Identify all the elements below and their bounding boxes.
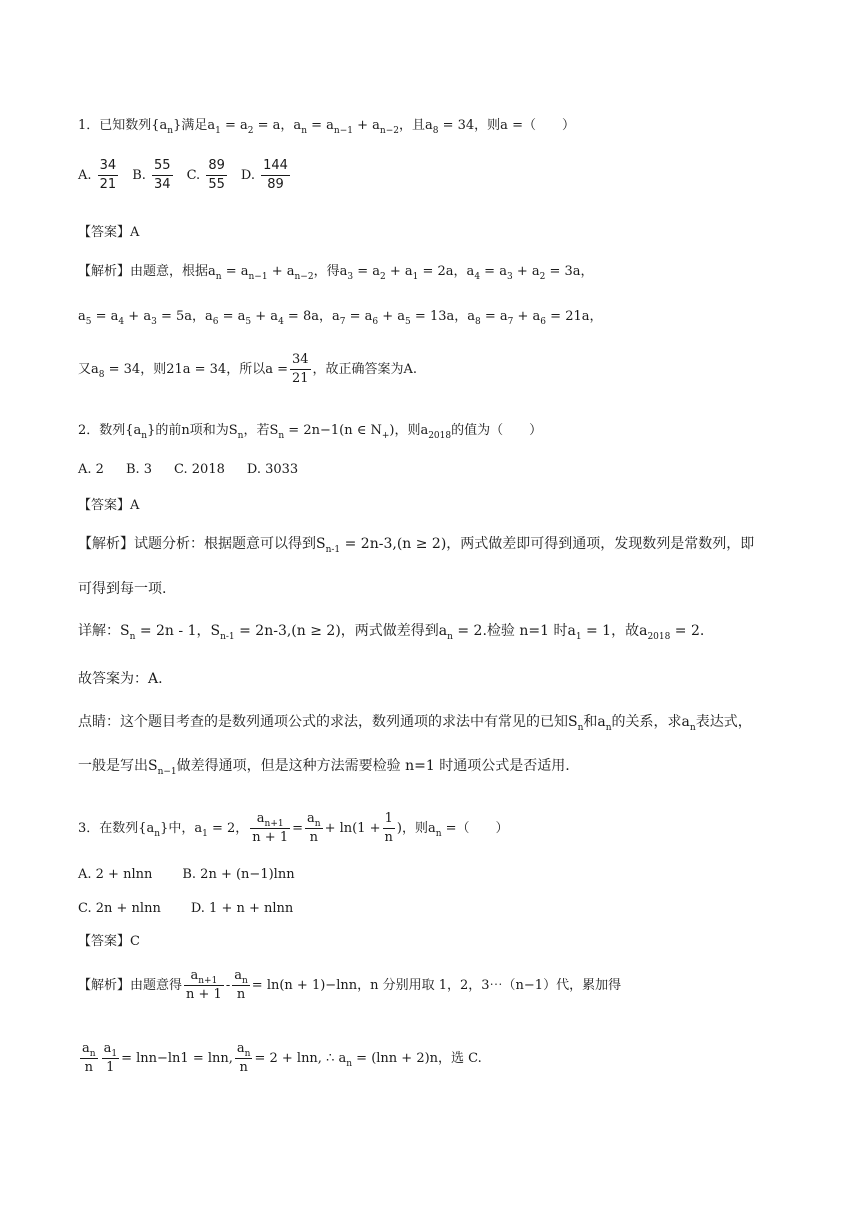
q2-options [78, 461, 320, 479]
q1-analysis-line1 [78, 263, 594, 281]
q3-analysis-post: = ln(n + 1)−lnn，n 分别用取 1，2，3⋯（n−1）代，累加得 [251, 978, 622, 993]
q1-option-label: C. [186, 168, 205, 183]
q3-final-frac3-den: n [239, 1060, 248, 1075]
q1-option-den: 21 [99, 177, 117, 192]
q1-option-label: B. [132, 168, 151, 183]
q3-final-frac1-num: $a_n$ [82, 1041, 96, 1059]
q3-stem-frac1 [250, 811, 290, 846]
q1-analysis-line3-pre: 又$a_8 = 34$，则21a = 34，所以a = [78, 362, 288, 380]
q2-stem [78, 422, 542, 440]
q1-option-num: 89 [206, 158, 227, 176]
q3-analysis-frac2-num: $a_n$ [234, 968, 248, 986]
q2-detail-text: 详解：$S_n = 2n - 1$，$S_{n-1} = 2n-3,(n \ge 2)$，两式做差得到$a_n = 2$.检验 n=1 时$a_1 = 1$，故$a_{2018} = 2$. [78, 623, 705, 642]
q1-option-num: 55 [152, 158, 173, 176]
q3-stem-frac3-num: 1 [383, 811, 395, 829]
q1-options [78, 158, 304, 193]
q3-final-frac3 [235, 1041, 253, 1076]
q1-option-den: 55 [208, 177, 225, 192]
q2-comment-line1 [78, 713, 752, 731]
q1-option-fraction [98, 158, 119, 193]
q3-options-row2 [78, 900, 305, 918]
q3-final-frac2-num: $a_1$ [103, 1041, 118, 1059]
q3-final-mid: = lnn−ln1 = lnn, [121, 1051, 233, 1066]
q3-analysis-minus: - [225, 978, 231, 993]
q3-stem-frac3 [383, 811, 395, 846]
q3-answer: 【答案】C [78, 934, 140, 949]
q2-comment-line2-text: 一般是写出$S_{n-1}$做差得通项，但是这种方法需要检验 n=1 时通项公式是否适用. [78, 758, 570, 777]
q1-option-den: 34 [154, 177, 171, 192]
q3-stem-frac1-den: n + 1 [252, 830, 289, 845]
q3-analysis-frac1-num: $a_{n+1}$ [184, 968, 224, 986]
q1-option-c [187, 158, 229, 193]
q1-analysis-line3-post: ，故正确答案为A. [312, 362, 418, 377]
q1-option-fraction [261, 158, 290, 193]
q2-detail [78, 622, 704, 640]
q2-answer: 【答案】A [78, 498, 140, 513]
q2-stem-text: 2．数列$\{a_n\}$的前n项和为$S_n$，若$S_n = 2n-1(n$ ∈ $N_+$)，则$a_{2018}$的值为（ ） [78, 423, 543, 441]
q3-stem-eq: = [292, 821, 304, 836]
q3-final-frac1-den: n [84, 1060, 93, 1075]
q2-analysis-line1 [78, 535, 754, 553]
q3-analysis [78, 968, 621, 1003]
q3-option-b: B. 2n + (n−1)lnn [182, 867, 295, 882]
q3-option-c: C. 2n + nlnn [78, 901, 161, 916]
q3-final [78, 1041, 482, 1076]
q3-options-row1 [78, 866, 307, 884]
q3-analysis-frac1 [184, 968, 224, 1003]
q3-analysis-pre: 【解析】由题意得 [78, 978, 183, 993]
q2-comment-line2 [78, 757, 570, 775]
q2-analysis-line2: 可得到每一项. [78, 581, 167, 597]
q3-final-frac2-den: 1 [106, 1060, 115, 1075]
q2-analysis-line1-text: 【解析】试题分析：根据题意可以得到$S_{n-1} = 2n-3,(n \ge 2)$，两式做差即可得到通项，发现数列是常数列，即 [78, 536, 755, 555]
q1-option-fraction [152, 158, 173, 193]
q1-option-label: A. [78, 168, 96, 183]
q1-analysis-line2 [78, 308, 602, 326]
q1-fraction-num: 34 [290, 352, 311, 370]
q1-option-den: 89 [267, 177, 284, 192]
q1-stem [78, 117, 575, 135]
q1-analysis-line2-text: $a_5 = a_4 + a_3 = 5a$，$a_6 = a_5 + a_4 = 8a$，$a_7 = a_6 + a_5 = 13a$，$a_8 = a_7 + a_6 = 21a$， [78, 309, 603, 327]
q3-stem-frac3-den: n [384, 830, 393, 845]
q2-conclusion: 故答案为：A. [78, 671, 163, 687]
q2-option-list [78, 462, 320, 477]
q1-analysis-line3 [78, 352, 417, 387]
q3-option-d: D. 1 + n + nlnn [190, 901, 294, 916]
q3-final-frac1 [80, 1041, 98, 1076]
q3-option-a: A. 2 + nlnn [78, 867, 153, 882]
q3-stem-frac2-num: $a_n$ [307, 811, 321, 829]
q2-option-a: A. 2 [78, 462, 104, 477]
q1-stem-text: 1．已知数列$\{a_n\}$满足$a_1 = a_2 = a$，$a_n = a_{n-1} + a_{n-2}$，且$a_8 = 34$，则a =（ ） [78, 118, 575, 136]
q3-stem [78, 811, 509, 846]
q1-option-label: D. [240, 168, 260, 183]
q3-final-frac3-num: $a_n$ [236, 1041, 251, 1059]
q1-option-a [78, 158, 120, 193]
q1-option-num: 144 [261, 158, 290, 176]
q2-option-b: B. 3 [125, 462, 153, 477]
q1-option-list [78, 158, 304, 192]
q2-option-d: D. 3033 [246, 462, 299, 477]
q1-fraction-den: 21 [291, 371, 309, 386]
q3-analysis-frac1-den: n + 1 [186, 987, 222, 1002]
q1-option-num: 34 [98, 158, 119, 176]
q1-option-fraction [206, 158, 227, 193]
q1-option-b [132, 158, 174, 193]
q2-comment-line1-text: 点睛：这个题目考查的是数列通项公式的求法，数列通项的求法中有常见的已知$S_n$和$a_n$的关系，求$a_n$表达式， [78, 714, 752, 733]
q3-stem-frac2-den: n [309, 830, 318, 845]
q3-final-post: = 2 + lnn, ∴ $a_n = (\ln n + 2)n$，选 C. [254, 1051, 482, 1069]
q1-answer: 【答案】A [78, 225, 140, 240]
q3-final-frac2 [102, 1041, 120, 1076]
q3-stem-frac1-num: $a_{n+1}$ [250, 811, 290, 829]
q3-stem-frac2 [305, 811, 323, 846]
q3-analysis-frac2 [232, 968, 250, 1003]
q1-option-d [241, 158, 292, 193]
q3-stem-plus: + ln(1 + [324, 821, 381, 836]
q3-analysis-frac2-den: n [236, 987, 246, 1002]
q3-stem-post: )，则$a_n$ =（ ） [396, 821, 509, 839]
q3-stem-pre: 3．在数列$\{a_n\}$中，$a_1 = 2$， [78, 821, 249, 839]
q1-analysis-line1-text: 【解析】由题意，根据$a_n = a_{n-1} + a_{n-2}$，得$a_3 = a_2 + a_1 = 2a$，$a_4 = a_3 + a_2 = 3a$， [78, 264, 594, 282]
q1-fraction [290, 352, 311, 387]
q2-option-c: C. 2018 [174, 462, 225, 477]
